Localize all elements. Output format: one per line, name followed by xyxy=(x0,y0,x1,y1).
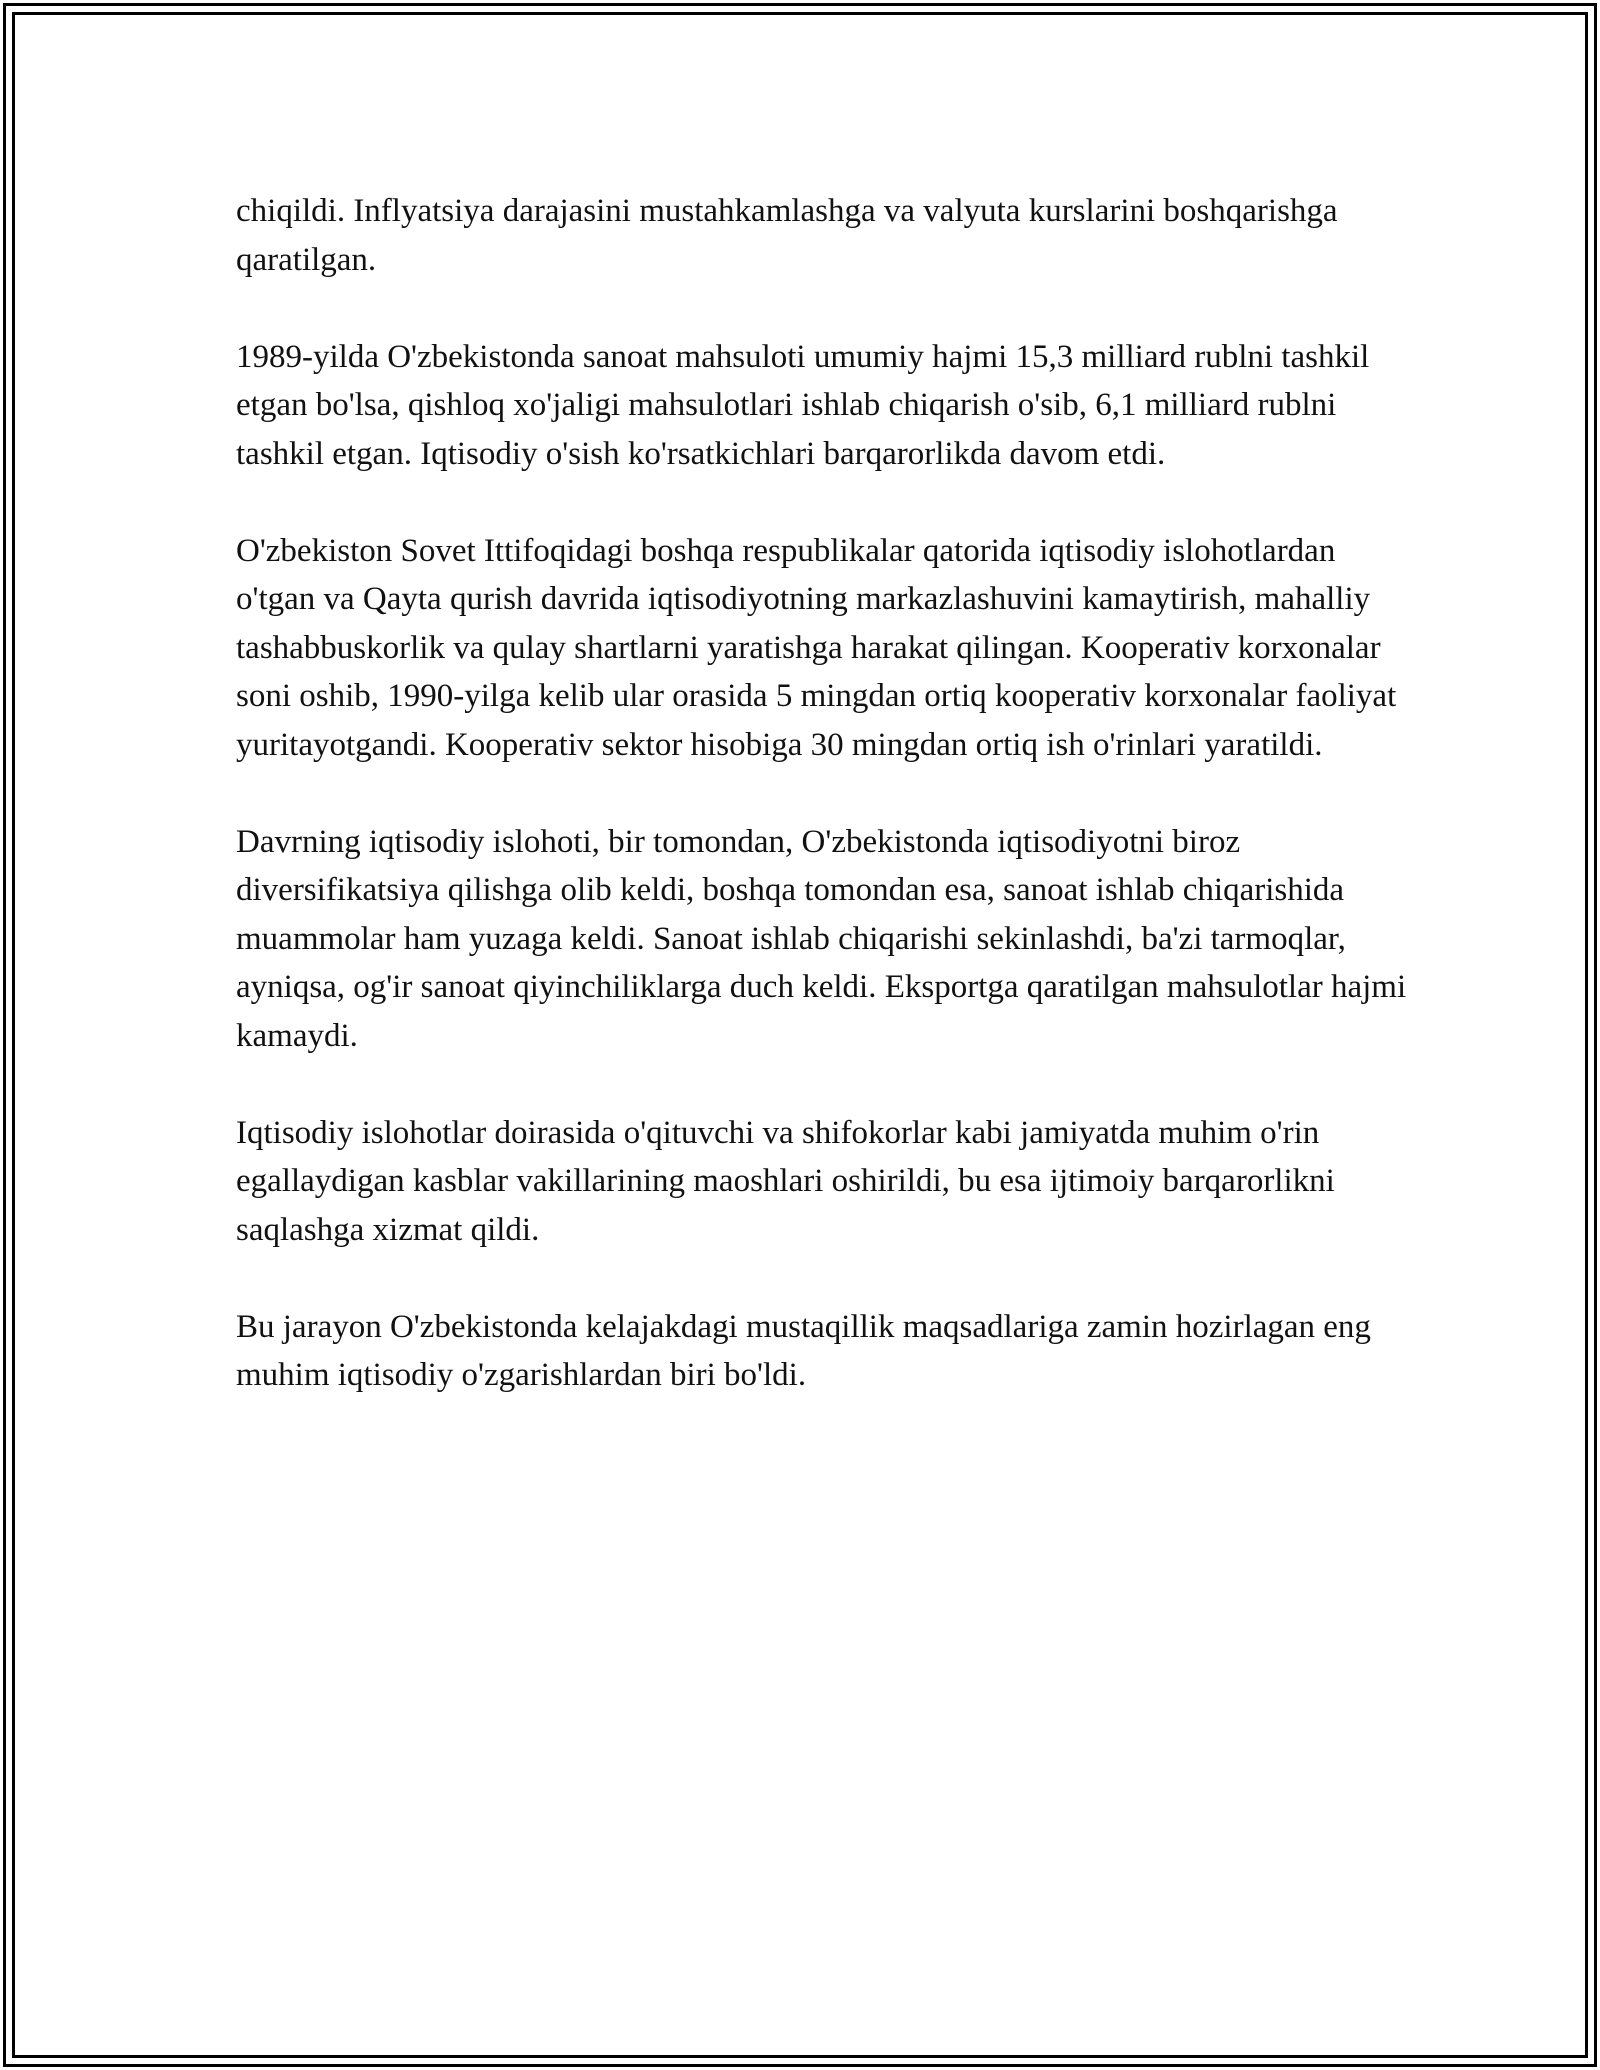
paragraph-reforms-cooperatives: O'zbekiston Sovet Ittifoqidagi boshqa respublikalar qatorida iqtisodiy islohotlardan o'tgan va Qayta qurish davrida iqtisodiyotning markazlashuvini kamaytirish, mahalliy tashabbuskorlik va qulay shartlarni yaratishga harakat qilingan. Kooperativ korxonalar soni oshib, 1990-yilga kelib ular orasida 5 mingdan ortiq kooperativ korxonalar faoliyat yuritayotgandi. Kooperativ sektor hisobiga 30 mingdan ortiq ish o'rinlari yaratildi. xyxy=(236,532,1397,763)
paragraph-industry-1989: 1989-yilda O'zbekistonda sanoat mahsuloti umumiy hajmi 15,3 milliard rublni tashkil etgan bo'lsa, qishloq xo'jaligi mahsulotlari ishlab chiqarish o'sib, 6,1 milliard rublni tashkil etgan. Iqtisodiy o'sish ko'rsatkichlari barqarorlikda davom etdi. xyxy=(236,338,1370,472)
document-body xyxy=(236,187,1416,1400)
paragraph-salaries: Iqtisodiy islohotlar doirasida o'qituvchi va shifokorlar kabi jamiyatda muhim o'rin egallaydigan kasblar vakillarining maoshlari oshirildi, bu esa ijtimoiy barqarorlikni saqlashga xizmat qildi. xyxy=(236,1114,1335,1248)
paragraph-inflation: chiqildi. Inflyatsiya darajasini mustahkamlashga va valyuta kurslarini boshqarishga qaratilgan. xyxy=(236,193,1338,278)
paragraph-conclusion: Bu jarayon O'zbekistonda kelajakdagi mustaqillik maqsadlariga zamin hozirlagan eng muhim iqtisodiy o'zgarishlardan biri bo'ldi. xyxy=(236,1308,1371,1393)
paragraph-diversification: Davrning iqtisodiy islohoti, bir tomondan, O'zbekistonda iqtisodiyotni biroz diversifikatsiya qilishga olib keldi, boshqa tomondan esa, sanoat ishlab chiqarishida muammolar ham yuzaga keldi. Sanoat ishlab chiqarishi sekinlashdi, ba'zi tarmoqlar, ayniqsa, og'ir sanoat qiyinchiliklarga duch keldi. Eksportga qaratilgan mahsulotlar hajmi kamaydi. xyxy=(236,823,1407,1054)
